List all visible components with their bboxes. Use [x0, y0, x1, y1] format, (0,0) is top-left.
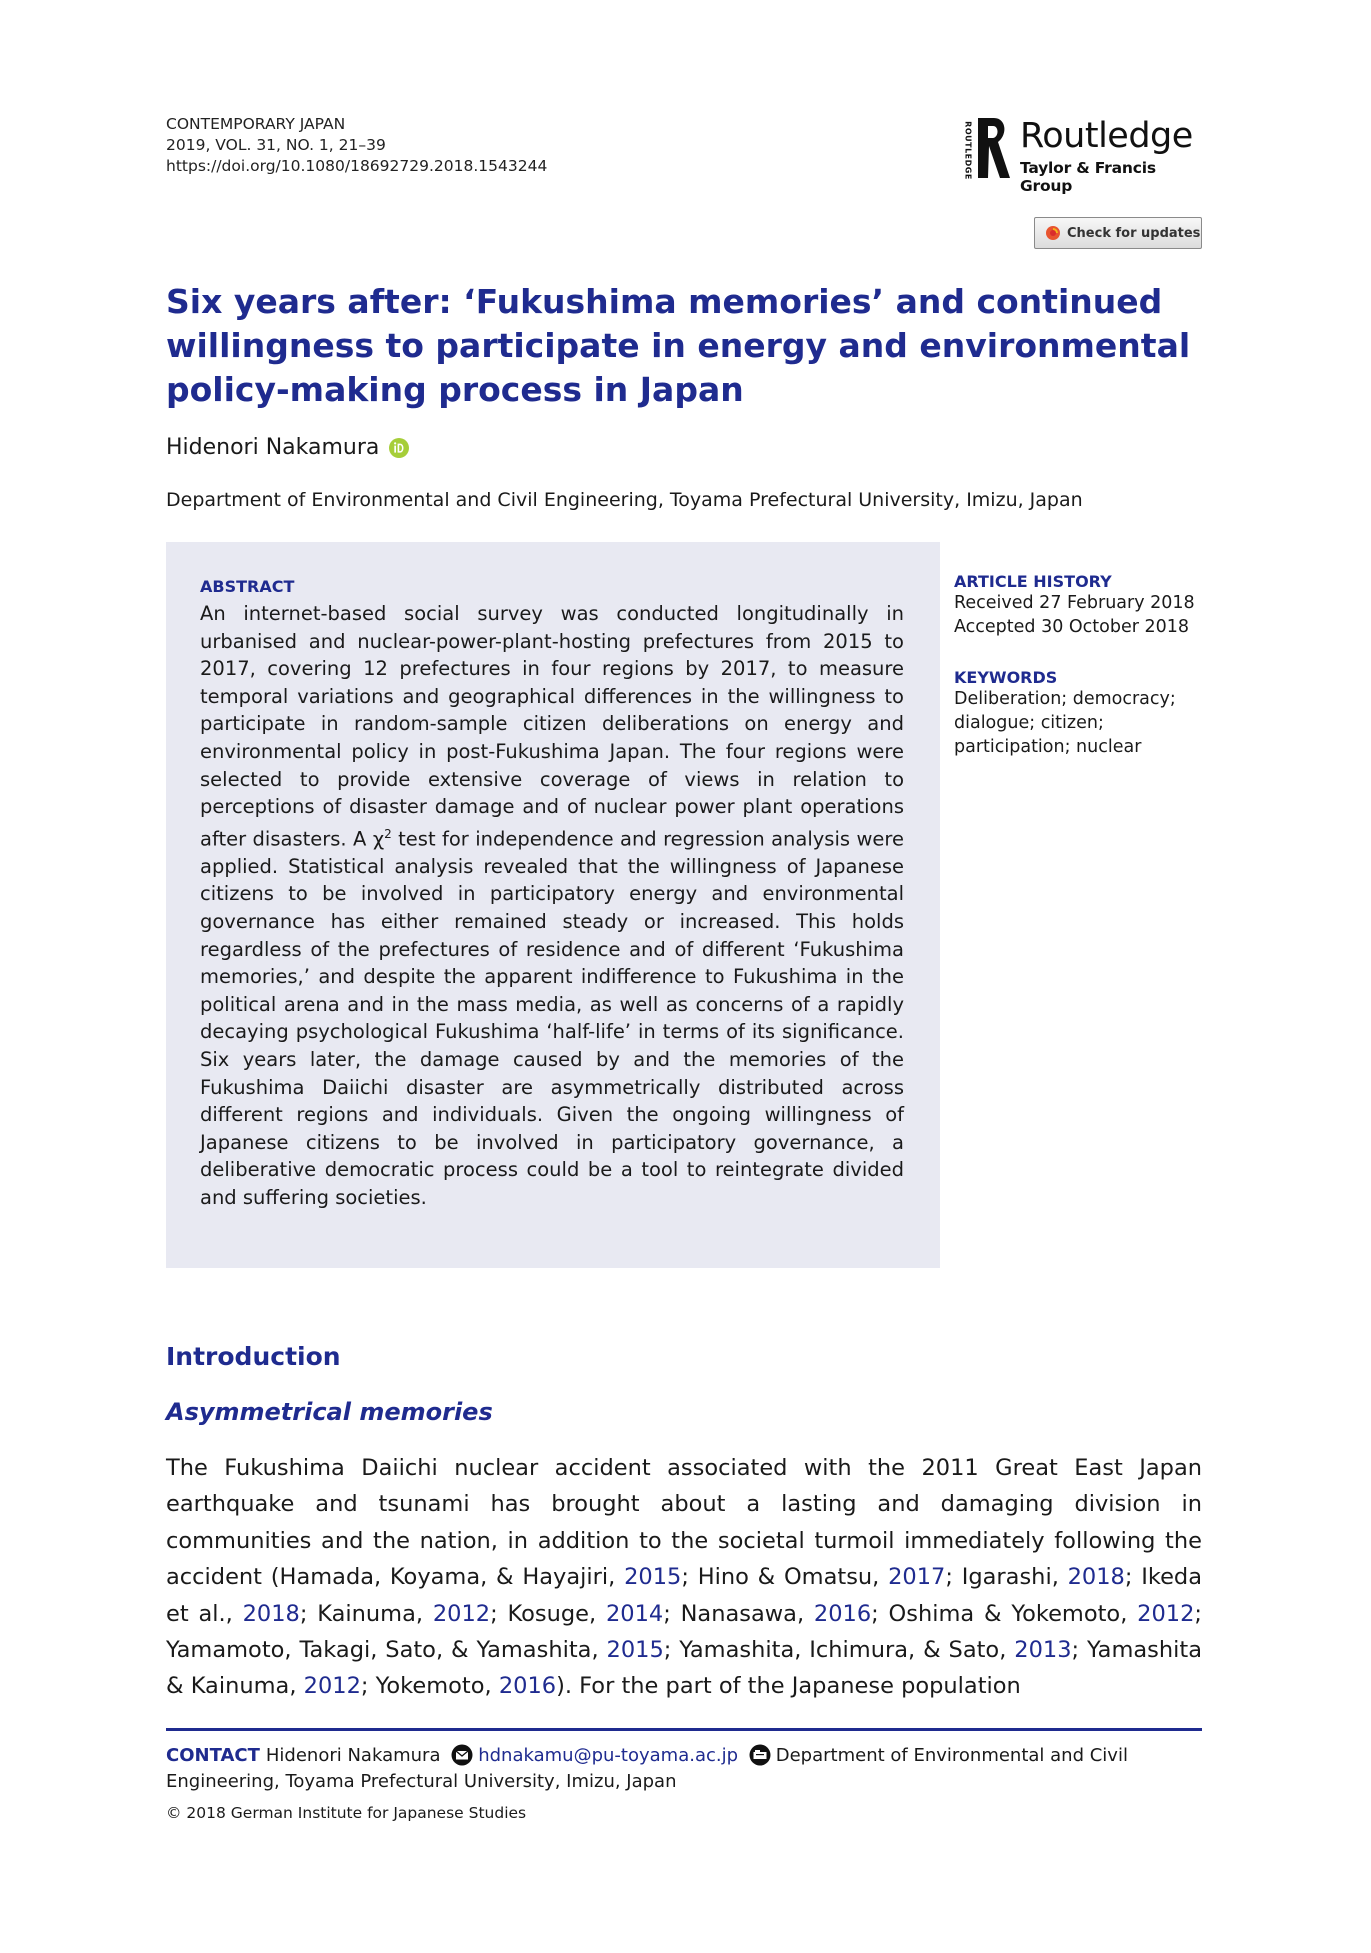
contact-label: CONTACT	[166, 1745, 260, 1766]
journal-doi[interactable]: https://doi.org/10.1080/18692729.2018.1543244	[166, 157, 548, 175]
copyright-notice: © 2018 German Institute for Japanese Studies	[166, 1804, 527, 1822]
body-paragraph: The Fukushima Daiichi nuclear accident associated with the 2011 Great East Japan earthquake and tsunami has brought about a lasting and damaging division in communities and the nation, in addition to the societal turmoil immediately following the accident (Hamada, Koyama, & Hayajiri, 2015; Hino & Omatsu, 2017; Igarashi, 2018; Ikeda et al., 2018; Kainuma, 2012; Kosuge, 2014; Nanasawa, 2016; Oshima & Yokemoto, 2012; Yamamoto, Takagi, Sato, & Yamashita, 2015; Yamashita, Ichimura, & Sato, 2013; Yamashita & Kainuma, 2012; Yokemoto, 2016). For the part of the Japanese population	[166, 1455, 1203, 1700]
citation-link[interactable]: 2018	[242, 1600, 300, 1627]
orcid-icon[interactable]	[389, 438, 409, 458]
publisher-logo	[962, 112, 1212, 195]
footer-divider	[166, 1728, 1202, 1731]
citation-link[interactable]: 2017	[888, 1564, 946, 1591]
journal-volume: 2019, VOL. 31, NO. 1, 21–39	[166, 136, 386, 154]
contact-name: Hidenori Nakamura	[265, 1745, 441, 1766]
citation-link[interactable]: 2015	[624, 1564, 682, 1591]
publisher-group: Taylor & Francis Group	[1020, 159, 1156, 195]
publisher-name: Routledge	[1020, 116, 1193, 156]
publisher-vertical-text: ROUTLEDGE	[963, 121, 973, 180]
article-history	[954, 572, 1195, 639]
contact-email-link[interactable]: hdnakamu@pu-toyama.ac.jp	[478, 1745, 739, 1766]
citation-link[interactable]: 2016	[813, 1600, 872, 1627]
subsection-heading: Asymmetrical memories	[166, 1398, 493, 1426]
citation-link[interactable]: 2012	[432, 1600, 491, 1627]
journal-info	[166, 114, 547, 177]
check-updates-button[interactable]	[1034, 217, 1202, 249]
citation-link[interactable]: 2016	[498, 1673, 557, 1700]
chi-square-exponent: 2	[384, 826, 392, 841]
abstract-heading: ABSTRACT	[200, 577, 295, 596]
keywords-line: Deliberation; democracy;	[954, 689, 1176, 709]
section-heading-introduction: Introduction	[166, 1342, 341, 1371]
keywords-heading: KEYWORDS	[954, 668, 1058, 687]
author-name: Hidenori Nakamura	[166, 435, 380, 460]
article-history-heading: ARTICLE HISTORY	[954, 572, 1112, 591]
citation-link[interactable]: 2018	[1067, 1564, 1125, 1591]
keywords-line: dialogue; citizen;	[954, 713, 1104, 733]
keywords	[954, 668, 1176, 759]
accepted-date: Accepted 30 October 2018	[954, 617, 1190, 637]
citation-link[interactable]: 2014	[605, 1600, 664, 1627]
chi-square-symbol: χ	[372, 827, 385, 851]
author-affiliation: Department of Environmental and Civil Engineering, Toyama Prefectural University, Imizu, Japan	[166, 489, 1083, 511]
citation-link[interactable]: 2015	[606, 1637, 664, 1664]
citation-link[interactable]: 2012	[1137, 1600, 1195, 1627]
contact-address: Department of Environmental and Civil Engineering, Toyama Prefectural University, Imizu, Japan	[166, 1745, 1128, 1792]
check-updates-label: Check for updates	[1067, 225, 1201, 241]
author-line	[166, 435, 409, 460]
article-title: Six years after: ‘Fukushima memories’ and continued willingness to participate in energy and environmental policy-making process in Japan	[166, 282, 1191, 409]
address-icon	[748, 1744, 772, 1766]
received-date: Received 27 February 2018	[954, 593, 1195, 613]
keywords-line: participation; nuclear	[954, 737, 1142, 757]
contact-info	[166, 1743, 1206, 1795]
routledge-logo-icon	[976, 112, 1010, 186]
citation-link[interactable]: 2013	[1014, 1637, 1072, 1664]
journal-name: CONTEMPORARY JAPAN	[166, 115, 346, 133]
abstract-text: An internet-based social survey was conducted longitudinally in urbanised and nuclear-power-plant-hosting prefectures from 2015 to 2017, covering 12 prefectures in four regions by 2017, to measure temporal variations and geographical differences in the willingness to participate in random-sample citizen deliberations on energy and environmental policy in post-Fukushima Japan. The four regions were selected to provide extensive coverage of views in relation to perceptions of disaster damage and of nuclear power plant operations after disasters. A $\chi^2$ test for independence and regression analysis were applied. Statistical analysis revealed that the willingness of Japanese citizens to be involved in participatory energy and environmental governance has either remained steady or increased. This holds regardless of the prefectures of residence and of different ‘Fukushima memories,’ and despite the apparent indifference to Fukushima in the political arena and in the mass media, as well as concerns of a rapidly decaying psychological Fukushima ‘half-life’ in terms of its significance. Six years later, the damage caused by and the memories of the Fukushima Daiichi disaster are asymmetrically distributed across different regions and individuals. Given the ongoing willingness of Japanese citizens to be involved in participatory governance, a deliberative democratic process could be a tool to reintegrate divided and suffering societies.	[200, 602, 904, 1209]
email-icon	[450, 1744, 474, 1766]
citation-link[interactable]: 2012	[303, 1673, 361, 1700]
check-updates-icon	[1045, 225, 1061, 241]
